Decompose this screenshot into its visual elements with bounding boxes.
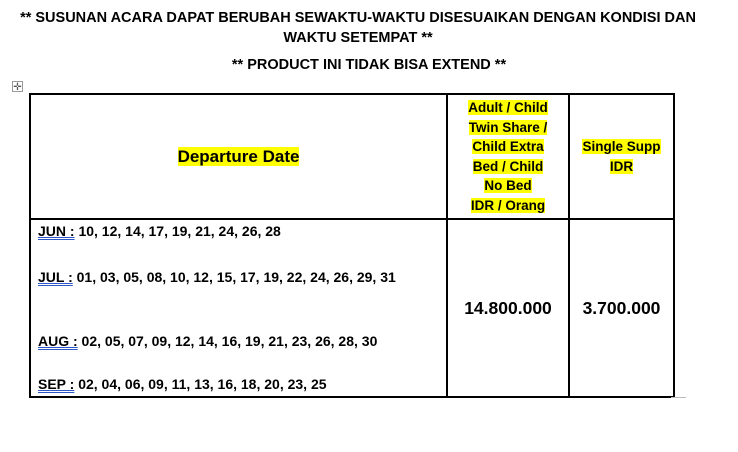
notice-schedule-change: ** SUSUNAN ACARA DAPAT BERUBAH SEWAKTU-WAKTU DISESUAIKAN DENGAN KONDISI DAN WAKTU SETEMPAT ** [20, 10, 696, 46]
price-adult-cell [447, 219, 569, 397]
header-adult-line: No Bed [484, 178, 532, 193]
price-single-cell [569, 219, 674, 397]
month-dates: 01, 03, 05, 08, 10, 12, 15, 17, 19, 22, 24, 26, 29, 31 [72, 269, 396, 285]
table-resize-handle[interactable] [671, 397, 686, 398]
header-adult-line: Adult / Child [468, 100, 548, 115]
header-departure-cell [30, 94, 447, 219]
month-row-jun [38, 222, 442, 241]
month-row-sep [38, 375, 442, 394]
month-dates: 02, 05, 07, 09, 12, 14, 16, 19, 21, 23, 26, 28, 30 [77, 333, 378, 349]
price-adult: 14.800.000 [464, 297, 552, 318]
header-single-supp-cell [569, 94, 674, 219]
departure-price-table [29, 93, 675, 398]
month-label: JUL : [38, 269, 73, 285]
month-label: JUN : [38, 223, 75, 239]
move-cross-icon[interactable]: ✛ [13, 82, 22, 93]
month-row-aug [38, 332, 442, 351]
table-header-row [30, 94, 674, 219]
departure-dates-cell [30, 219, 447, 397]
header-departure-date: Departure Date [177, 146, 300, 166]
header-adult-line: IDR / Orang [470, 197, 546, 213]
month-label: SEP : [38, 376, 75, 392]
header-adult-line: Twin Share / [468, 119, 548, 135]
header-single-line: Single Supp [582, 139, 661, 154]
header-single-line: IDR [609, 158, 634, 174]
month-dates: 10, 12, 14, 17, 19, 21, 24, 26, 28 [74, 223, 281, 239]
price-single-supp: 3.700.000 [582, 297, 661, 318]
table-row [30, 219, 674, 397]
month-row-jul [38, 268, 442, 287]
month-dates: 02, 04, 06, 09, 11, 13, 16, 18, 20, 23, 25 [74, 376, 327, 392]
header-adult-rate-cell [447, 94, 569, 219]
header-adult-line: Bed / Child [472, 158, 544, 174]
notice-no-extend: ** PRODUCT INI TIDAK BISA EXTEND ** [231, 57, 507, 73]
month-label: AUG : [38, 333, 78, 349]
header-adult-line: Child Extra [472, 139, 544, 154]
